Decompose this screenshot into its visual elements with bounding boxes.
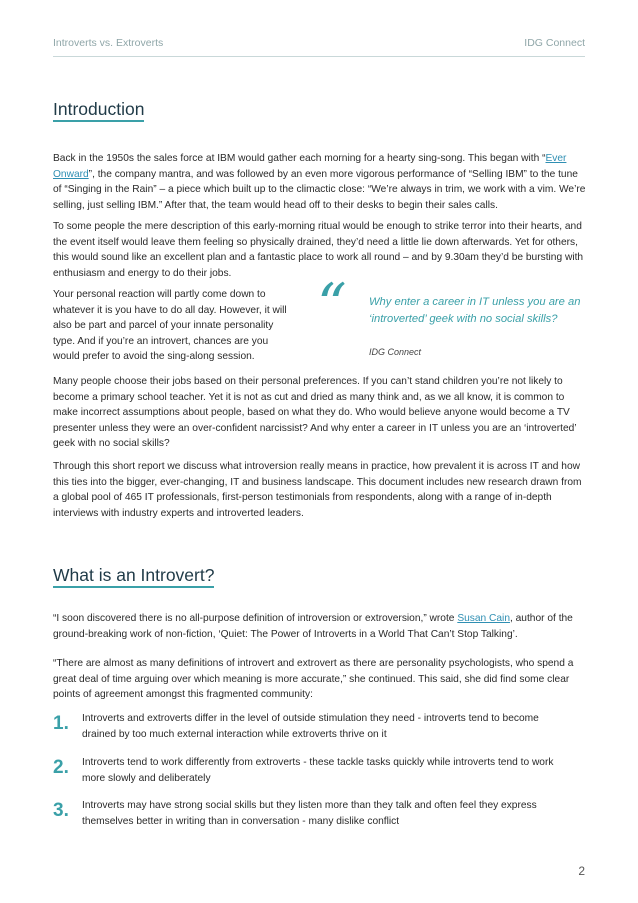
what-paragraph-2: “There are almost as many definitions of introvert and extrovert as there are personality psychologists, who spend a great deal of time arguing over which meaning is more accurate,” she continued. This said, she did find some clear points of agreement amongst this fragmented community:: [53, 658, 574, 700]
pull-quote-source: IDG Connect: [369, 347, 422, 357]
introduction-heading: Introduction: [53, 99, 144, 122]
intro-paragraph-1: [53, 151, 588, 213]
intro-paragraph-3: Your personal reaction will partly come down to whatever it is you have to do all day. However, it will also be part and parcel of your innate personality type. And if you’re an introvert, chances are you would prefer to avoid the sing-along session.: [53, 289, 287, 362]
intro-paragraph-5: Through this short report we discuss what introversion really means in practice, how prevalent it is across IT and how this ties into the bigger, ever-changing, IT and business landscape. This document includes new research drawn from a global pool of 465 IT professionals, first-person testimonials from respondents, along with a range of in-depth interviews with industry experts and introverted leaders.: [53, 461, 582, 519]
list-number: 1.: [53, 713, 69, 734]
list-text: Introverts and extroverts differ in the level of outside stimulation they need - introverts tend to become drained by too much external interaction while extroverts thrive on it: [82, 713, 539, 740]
intro-paragraph-2: To some people the mere description of this early-morning ritual would be enough to strike terror into their hearts, and the event itself would leave them feeling so physically drained, they’d need a little lie down afterwards. Yet for others, this would sound like an excellent plan and a fantastic place to work all round – and by 9.30am they’d be bursting with enthusiasm and energy to do their jobs.: [53, 221, 584, 279]
ever-onward-link[interactable]: Ever Onward: [53, 153, 567, 180]
header-publisher: IDG Connect: [524, 37, 585, 49]
quote-mark-icon: “: [317, 271, 347, 339]
list-number: 2.: [53, 757, 69, 778]
header-divider: [53, 56, 585, 57]
pull-quote-text: Why enter a career in IT unless you are an ‘introverted’ geek with no social skills?: [369, 296, 581, 325]
intro-p1-text-a: Back in the 1950s the sales force at IBM would gather each morning for a hearty sing-song. This began with “: [53, 153, 546, 164]
intro-p1-text-b: ”, the company mantra, and was followed by an even more vigorous performance of “Selling IBM” to the tune of “Singing in the Rain” – a piece which built up to the climactic close: “We’re always in trim, we work with a vim. We’re selling, just selling IBM.” After that, the team would head off to their desks to begin their sales calls.: [53, 168, 586, 211]
list-text: Introverts may have strong social skills but they listen more than they talk and often feel they express themselves better in writing than in conversation - many dislike conflict: [82, 800, 537, 827]
what-is-introvert-heading: What is an Introvert?: [53, 565, 214, 588]
what-p1-text-a: “I soon discovered there is no all-purpose definition of introversion or extroversion,” wrote: [53, 613, 458, 624]
header-document-title: Introverts vs. Extroverts: [53, 37, 164, 49]
list-text: Introverts tend to work differently from extroverts - these tackle tasks quickly while introverts tend to work more slowly and deliberately: [82, 757, 554, 784]
page-number: 2: [578, 864, 585, 878]
what-p1-text-b: , author of the ground-breaking work of non-fiction, ‘Quiet: The Power of Introverts in a World That Can’t Stop Talking’.: [53, 613, 573, 640]
intro-paragraph-4: Many people choose their jobs based on their personal preferences. If you can’t stand children you’re not likely to become a primary school teacher. Yet it is not as cut and dried as many think and, as we all know, it is common to make incorrect assumptions about people, based on what they do. Who would believe anyone would become a TV presenter unless they were an over-confident narcissist? And why enter a career in IT unless you are an ‘introverted’ geek with no social skills?: [53, 376, 577, 449]
what-paragraph-1: [53, 611, 588, 642]
list-number: 3.: [53, 800, 69, 821]
susan-cain-link[interactable]: Susan Cain: [457, 613, 510, 624]
